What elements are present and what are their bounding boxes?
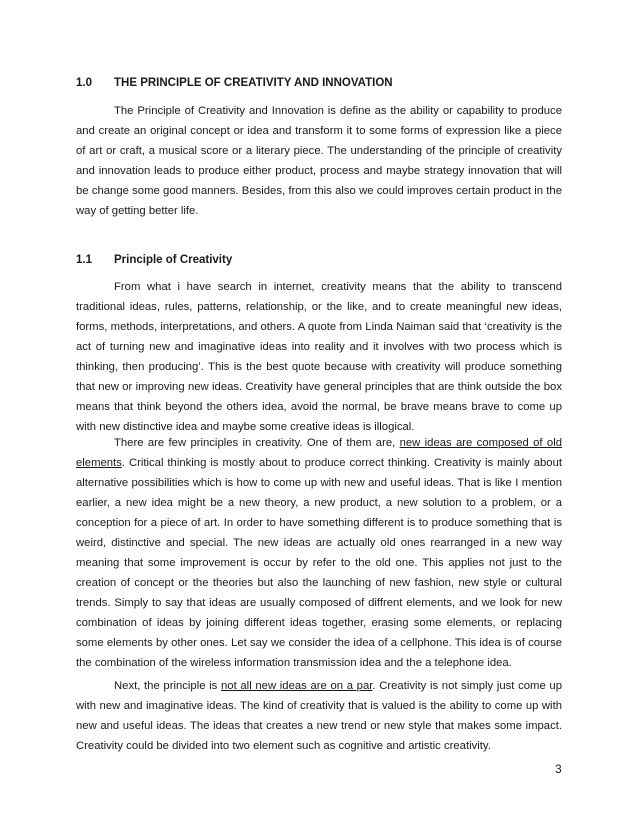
section-number: 1.1 <box>76 254 92 266</box>
section-heading-1-0 <box>76 76 393 90</box>
underlined-principle: not all new ideas are on a par <box>221 680 373 692</box>
creativity-paragraph-2 <box>76 433 562 673</box>
paragraph-text: . Creativity is not simply just come up with new and imaginative ideas. The kind of creativity that is valued is the ability to come up with new and useful ideas. The ideas that creates a new trend or new style that makes some impact. Creativity could be divided into two element such as cognitive and artistic creativity. <box>76 680 562 752</box>
page-number: 3 <box>555 762 562 776</box>
creativity-paragraph-1: From what i have search in internet, creativity means that the ability to transcend traditional ideas, rules, patterns, relationship, or the like, and to create meaningful new ideas, forms, methods, interpretations, and others. A quote from Linda Naiman said that ‘creativity is the act of turning new and imaginative ideas into reality and it involves with two process which is thinking, then producing’. This is the best quote because with creativity will produce something that new or improving new ideas. Creativity have general principles that are think outside the box means that think beyond the others idea, avoid the normal, be brave means brave to come up with new distinctive idea and maybe some creative ideas is illogical. <box>76 281 562 433</box>
section-number: 1.0 <box>76 77 92 89</box>
section-title: Principle of Creativity <box>114 254 233 266</box>
paragraph-text: There are few principles in creativity. One of them are, <box>114 437 400 449</box>
creativity-paragraph-3 <box>76 676 562 756</box>
section-heading-1-1 <box>76 253 232 267</box>
underlined-principle: new ideas are composed of old elements <box>76 437 562 469</box>
paragraph-text: Next, the principle is <box>114 680 222 692</box>
intro-paragraph: The Principle of Creativity and Innovation is define as the ability or capability to produce and create an original concept or idea and transform it to some forms of expression like a piece of art or craft, a musical score or a literary piece. The understanding of the principle of creativity and innovation leads to produce either product, process and maybe strategy innovation that will be change some good manners. Besides, from this also we could improves certain product in the way of getting better life. <box>76 105 562 217</box>
section-title: THE PRINCIPLE OF CREATIVITY AND INNOVATION <box>114 77 393 89</box>
paragraph-text: . Critical thinking is mostly about to produce correct thinking. Creativity is mainly about alternative possibilities which is how to come up with new and useful ideas. That is like I mention earlier, a new idea might be a new theory, a new product, a new solution to a problem, or a conception for a piece of art. In order to have something different is to produce something that is weird, distinctive and special. The new ideas are actually old ones rearranged in a new way meaning that some improvement is occur by refer to the old one. This applies not just to the creation of concept or the theories but also the launching of new fashion, new style or cultural trends. Simply to say that ideas are usually composed of diffrent elements, and we look for new combination of ideas by joining different ideas together, erasing some elements, or replacing some elements by other ones. Let say we consider the idea of a cellphone. This idea is of course the combination of the wireless information transmission idea and the a telephone idea. <box>76 457 562 669</box>
